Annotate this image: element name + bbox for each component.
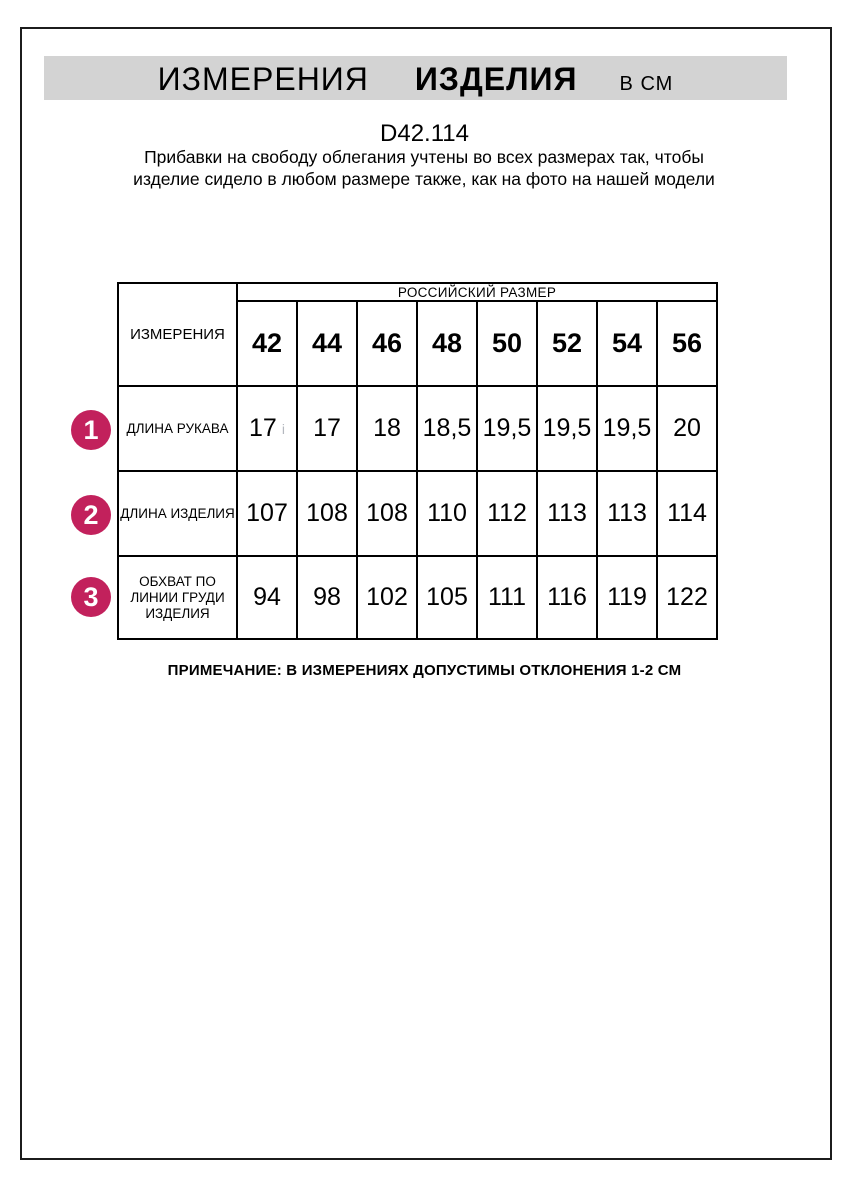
value-cell: 107 <box>237 471 297 556</box>
title-group <box>158 61 674 98</box>
value-cell: 105 <box>417 556 477 639</box>
value-cell: 18,5 <box>417 386 477 471</box>
value-cell: 17 <box>297 386 357 471</box>
value-cell: 113 <box>537 471 597 556</box>
table-row-chest-girth <box>118 556 717 639</box>
value-cell: 102 <box>357 556 417 639</box>
size-col-header: 54 <box>597 301 657 386</box>
value-cell: 122 <box>657 556 717 639</box>
page-title: ИЗМЕРЕНИЯ <box>157 61 369 97</box>
size-group-header: РОССИЙСКИЙ РАЗМЕР <box>237 283 717 301</box>
tolerance-note: ПРИМЕЧАНИЕ: В ИЗМЕРЕНИЯХ ДОПУСТИМЫ ОТКЛОНЕНИЯ 1-2 СМ <box>167 662 682 679</box>
table-row-sleeve-length <box>118 386 717 471</box>
size-table <box>117 282 718 640</box>
fit-description: Прибавки на свободу облегания учтены во всех размерах так, чтобы изделие сидело в любом размере также, как на фото на нашей модели <box>133 147 715 189</box>
size-col-header: 46 <box>357 301 417 386</box>
title-band <box>44 56 787 100</box>
title-unit-label: В СМ <box>619 73 674 95</box>
scan-artifact: i <box>281 421 285 437</box>
value-cell: 111 <box>477 556 537 639</box>
value-cell: 113 <box>597 471 657 556</box>
row-number-badge-1: 1 <box>71 410 111 450</box>
row-number-badge-3: 3 <box>71 577 111 617</box>
value-cell: 19,5 <box>477 386 537 471</box>
size-col-header: 52 <box>537 301 597 386</box>
value-cell: 98 <box>297 556 357 639</box>
value-cell <box>237 386 297 471</box>
size-col-header: 48 <box>417 301 477 386</box>
table-header-row <box>118 283 717 301</box>
value-text: 17 <box>249 414 277 442</box>
value-cell: 108 <box>297 471 357 556</box>
measurements-column-header: ИЗМЕРЕНИЯ <box>118 283 237 386</box>
value-cell: 19,5 <box>537 386 597 471</box>
row-label: ДЛИНА РУКАВА <box>118 386 237 471</box>
value-cell: 116 <box>537 556 597 639</box>
value-cell: 112 <box>477 471 537 556</box>
product-code: D42.114 <box>380 120 469 147</box>
size-col-header: 56 <box>657 301 717 386</box>
value-cell: 108 <box>357 471 417 556</box>
value-cell: 18 <box>357 386 417 471</box>
row-label: ДЛИНА ИЗДЕЛИЯ <box>118 471 237 556</box>
size-col-header: 50 <box>477 301 537 386</box>
value-cell: 119 <box>597 556 657 639</box>
row-label: ОБХВАТ ПО ЛИНИИ ГРУДИ ИЗДЕЛИЯ <box>118 556 237 639</box>
value-cell: 19,5 <box>597 386 657 471</box>
value-cell: 114 <box>657 471 717 556</box>
value-cell: 20 <box>657 386 717 471</box>
value-cell: 110 <box>417 471 477 556</box>
row-number-badge-2: 2 <box>71 495 111 535</box>
size-col-header: 42 <box>237 301 297 386</box>
value-cell: 94 <box>237 556 297 639</box>
size-col-header: 44 <box>297 301 357 386</box>
page-title-emphasis: ИЗДЕЛИЯ <box>414 61 578 97</box>
table-row-product-length <box>118 471 717 556</box>
